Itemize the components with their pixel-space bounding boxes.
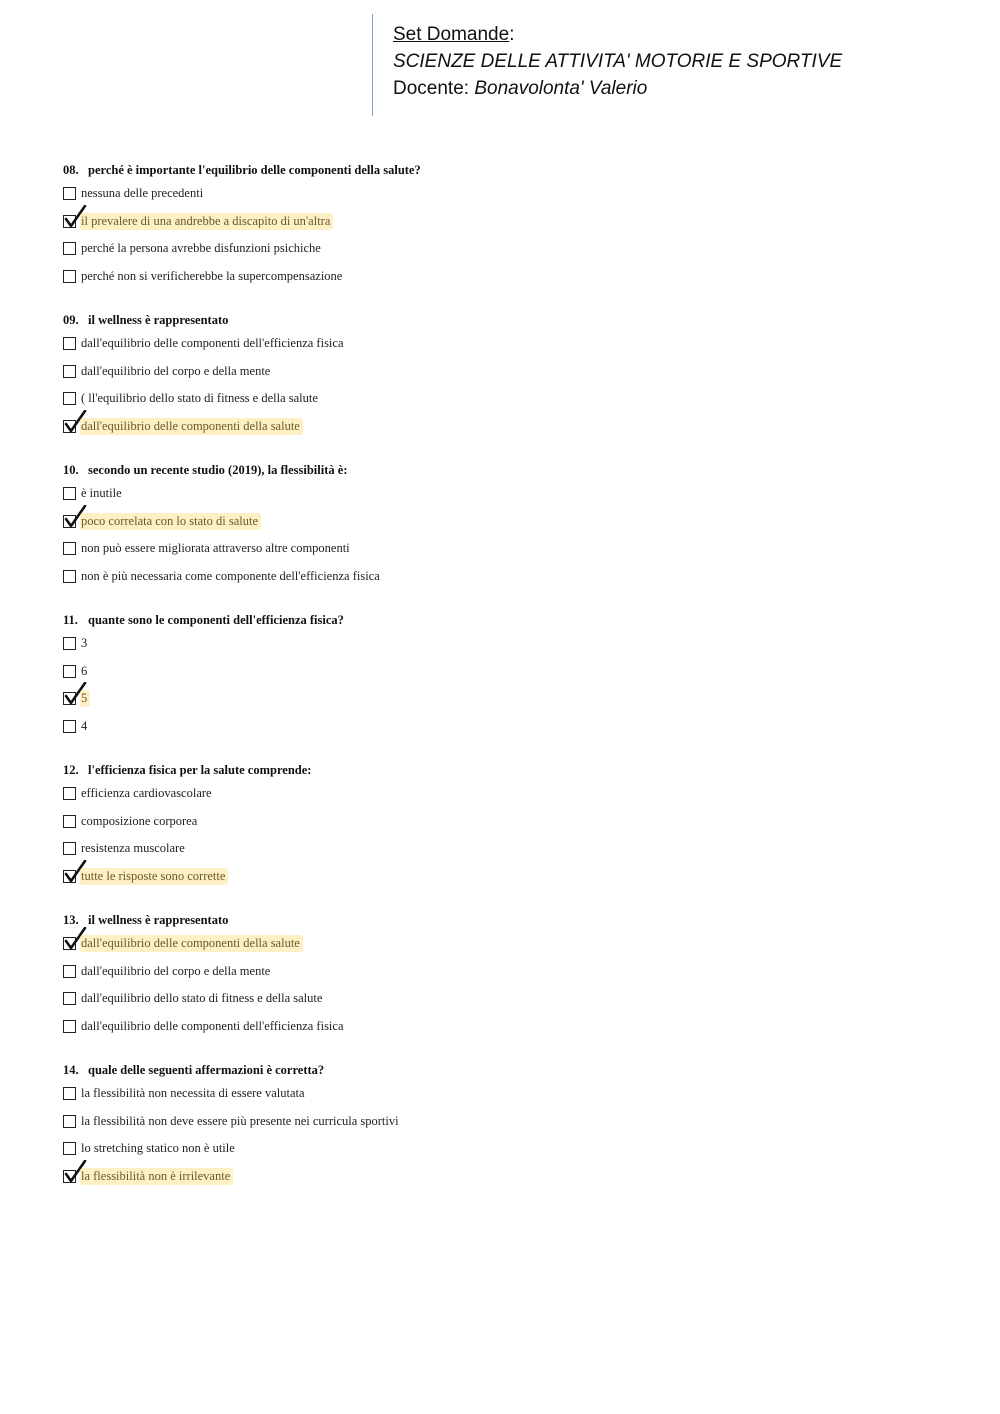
checkbox[interactable] [63,992,76,1005]
option-text: 3 [81,636,88,650]
question-block [63,1060,421,1210]
question-title [63,910,421,931]
question-text: quale delle seguenti affermazioni è corretta? [88,1063,325,1077]
option-text: non può essere migliorata attraverso altre componenti [81,541,350,555]
option-text: resistenza muscolare [81,841,185,855]
option-text: dall'equilibrio delle componenti della salute [80,935,303,952]
checkbox[interactable] [63,1142,76,1155]
answer-option[interactable] [63,181,421,209]
option-text: la flessibilità non è irrilevante [80,1168,233,1185]
question-block [63,760,421,910]
teacher-label: Docente: [393,78,475,99]
option-text: dall'equilibrio del corpo e della mente [81,963,271,978]
answer-option[interactable] [63,331,421,359]
set-line [393,21,842,48]
question-text: perché è importante l'equilibrio delle componenti della salute? [88,163,421,177]
option-text: perché la persona avrebbe disfunzioni psichiche [81,241,321,255]
option-text: tutte le risposte sono corrette [80,868,228,885]
checkbox[interactable] [63,487,76,500]
option-text: dall'equilibrio dello stato di fitness e della salute [81,991,323,1005]
question-number: 13. [63,913,79,927]
question-number: 12. [63,763,79,777]
option-text: 5 [80,690,90,707]
set-colon: : [509,24,515,45]
checkbox[interactable] [63,965,76,978]
question-text: quante sono le componenti dell'efficienza fisica? [88,613,344,627]
question-number: 10. [63,463,79,477]
option-text: dall'equilibrio delle componenti dell'efficienza fisica [81,336,344,350]
checkbox[interactable] [63,337,76,350]
checkbox[interactable] [63,1087,76,1100]
answer-option[interactable] [63,481,421,509]
answer-option[interactable] [63,631,421,659]
question-title [63,610,421,631]
option-text: poco correlata con lo stato di salute [80,513,261,530]
checkbox[interactable] [63,365,76,378]
question-number: 11. [63,613,78,627]
answer-option[interactable] [63,564,421,592]
checkbox[interactable] [63,665,76,678]
checkbox[interactable] [63,720,76,733]
question-title [63,160,421,181]
answer-option[interactable] [63,986,421,1014]
checkbox[interactable] [63,1115,76,1128]
answer-option[interactable] [63,1164,421,1192]
checkbox[interactable] [63,392,76,405]
option-text: la flessibilità non deve essere più presente nei curricula sportivi [81,1113,399,1128]
question-number: 09. [63,313,79,327]
answer-option[interactable] [63,781,421,809]
question-title [63,1060,421,1081]
checkbox[interactable] [63,787,76,800]
answer-option[interactable] [63,959,421,987]
checkbox[interactable] [63,242,76,255]
option-text: lo stretching statico non è utile [81,1141,235,1155]
option-text: dall'equilibrio del corpo e della mente [81,363,271,378]
checkbox[interactable] [63,187,76,200]
answer-option[interactable] [63,386,421,414]
teacher-line [393,75,842,102]
question-text: l'efficienza fisica per la salute comprende: [88,763,312,777]
answer-option[interactable] [63,686,421,714]
question-number: 14. [63,1063,79,1077]
option-text: dall'equilibrio delle componenti della salute [80,418,303,435]
option-text: non è più necessaria come componente dell'efficienza fisica [81,568,380,583]
checkbox[interactable] [63,637,76,650]
option-text: efficienza cardiovascolare [81,786,212,800]
question-title [63,460,421,481]
answer-option[interactable] [63,1014,421,1042]
checkbox[interactable] [63,1020,76,1033]
answer-option[interactable] [63,864,421,892]
answer-option[interactable] [63,414,421,442]
checkbox[interactable] [63,542,76,555]
answer-option[interactable] [63,714,421,742]
answer-option[interactable] [63,931,421,959]
answer-option[interactable] [63,209,421,237]
checkbox[interactable] [63,842,76,855]
question-block [63,310,421,460]
teacher-name: Bonavolonta' Valerio [474,78,648,99]
question-block [63,910,421,1060]
question-title [63,760,421,781]
answer-option[interactable] [63,359,421,387]
option-text: è inutile [81,486,122,500]
set-label: Set Domande [393,24,510,45]
question-title [63,310,421,331]
answer-option[interactable] [63,236,421,264]
course-title: SCIENZE DELLE ATTIVITA' MOTORIE E SPORTIVE [393,51,843,72]
question-block [63,610,421,760]
question-block [63,460,421,610]
answer-option[interactable] [63,809,421,837]
answer-option[interactable] [63,659,421,687]
answer-option[interactable] [63,1081,421,1109]
option-text: 6 [81,663,88,678]
option-text: perché non si verificherebbe la supercompensazione [81,268,343,283]
question-text: il wellness è rappresentato [88,313,229,327]
answer-option[interactable] [63,1136,421,1164]
question-text: secondo un recente studio (2019), la flessibilità è: [88,463,348,477]
answer-option[interactable] [63,264,421,292]
answer-option[interactable] [63,1109,421,1137]
answer-option[interactable] [63,509,421,537]
document-header [372,14,842,116]
question-number: 08. [63,163,79,177]
option-text: dall'equilibrio delle componenti dell'efficienza fisica [81,1018,344,1033]
option-text: nessuna delle precedenti [81,186,204,200]
answer-option[interactable] [63,536,421,564]
option-text: 4 [81,718,88,733]
question-block [63,160,421,310]
option-text: composizione corporea [81,813,198,828]
answer-option[interactable] [63,836,421,864]
checkbox[interactable] [63,270,76,283]
option-text: il prevalere di una andrebbe a discapito di un'altra [80,213,333,230]
checkbox[interactable] [63,815,76,828]
checkbox[interactable] [63,570,76,583]
question-list [63,160,421,1210]
option-text: ( ll'equilibrio dello stato di fitness e della salute [81,391,318,405]
option-text: la flessibilità non necessita di essere valutata [81,1086,305,1100]
question-text: il wellness è rappresentato [88,913,229,927]
